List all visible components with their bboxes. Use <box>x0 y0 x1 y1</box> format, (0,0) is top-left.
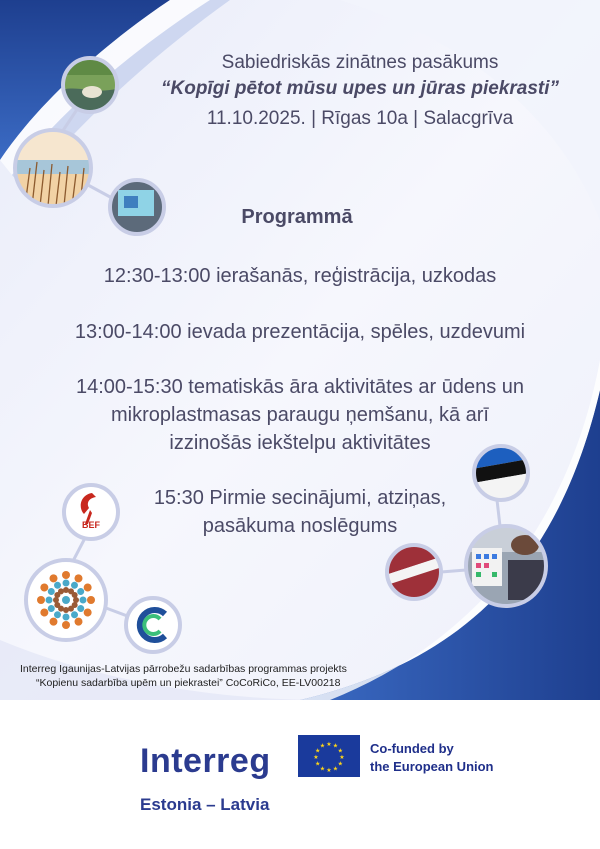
eu-line-1: Co-funded by <box>370 741 454 756</box>
event-subtitle: Sabiedriskās zinātnes pasākums <box>221 52 499 73</box>
eu-star: ★ <box>319 742 326 750</box>
program-item-line: 13:00-14:00 ievada prezentācija, spēles, uzdevumi <box>74 321 526 343</box>
project-line-1: Interreg Igaunijas-Latvijas pārrobežu sadarbības programmas projekts <box>20 663 347 675</box>
eu-flag-icon <box>298 735 360 777</box>
program-item <box>0 484 600 540</box>
eu-line-2: the European Union <box>370 759 494 774</box>
eu-star: ★ <box>337 747 343 755</box>
eu-star: ★ <box>339 754 345 761</box>
eu-star: ★ <box>332 765 339 773</box>
mandala-logo <box>26 560 106 640</box>
program-item-line: izzinošās iekštelpu aktivitātes <box>169 432 431 454</box>
project-line-2: “Kopienu sadarbība upēm un piekrastei” CoCoRiCo, EE-LV00218 <box>36 677 341 689</box>
project-info <box>20 662 347 690</box>
program-item-line: 14:00-15:30 tematiskās āra aktivitātes ar ūdens un <box>75 376 525 398</box>
interreg-region: Estonia – Latvia <box>140 795 270 814</box>
program-item <box>0 318 600 346</box>
program-item-line: mikroplastmasas paraugu ņemšanu, kā arī <box>111 404 489 426</box>
program-item <box>0 262 600 290</box>
eu-star: ★ <box>315 760 321 768</box>
eu-star: ★ <box>332 742 339 750</box>
eu-star: ★ <box>326 767 332 774</box>
eu-star: ★ <box>313 754 319 761</box>
interreg-logo: Interreg <box>140 742 271 780</box>
cocorico-logo <box>126 598 180 652</box>
program-item-line: pasākuma noslēgums <box>202 515 398 537</box>
eu-cofunded-text <box>370 740 494 776</box>
program-item-line: 15:30 Pirmie secinājumi, atziņas, <box>153 487 447 509</box>
event-title: “Kopīgi pētot mūsu upes un jūras piekrasti” <box>161 78 559 99</box>
event-date-location: 11.10.2025. | Rīgas 10a | Salacgrīva <box>206 108 514 129</box>
bef-logo-text: BEF <box>82 520 100 530</box>
program-item <box>0 373 600 457</box>
eu-star: ★ <box>337 760 343 768</box>
program-item-line: 12:30-13:00 ierašanās, reģistrācija, uzkodas <box>103 265 497 287</box>
program-heading: Programmā <box>241 206 353 228</box>
eu-star: ★ <box>319 765 326 773</box>
eu-star: ★ <box>326 741 332 748</box>
eu-star: ★ <box>315 747 321 755</box>
